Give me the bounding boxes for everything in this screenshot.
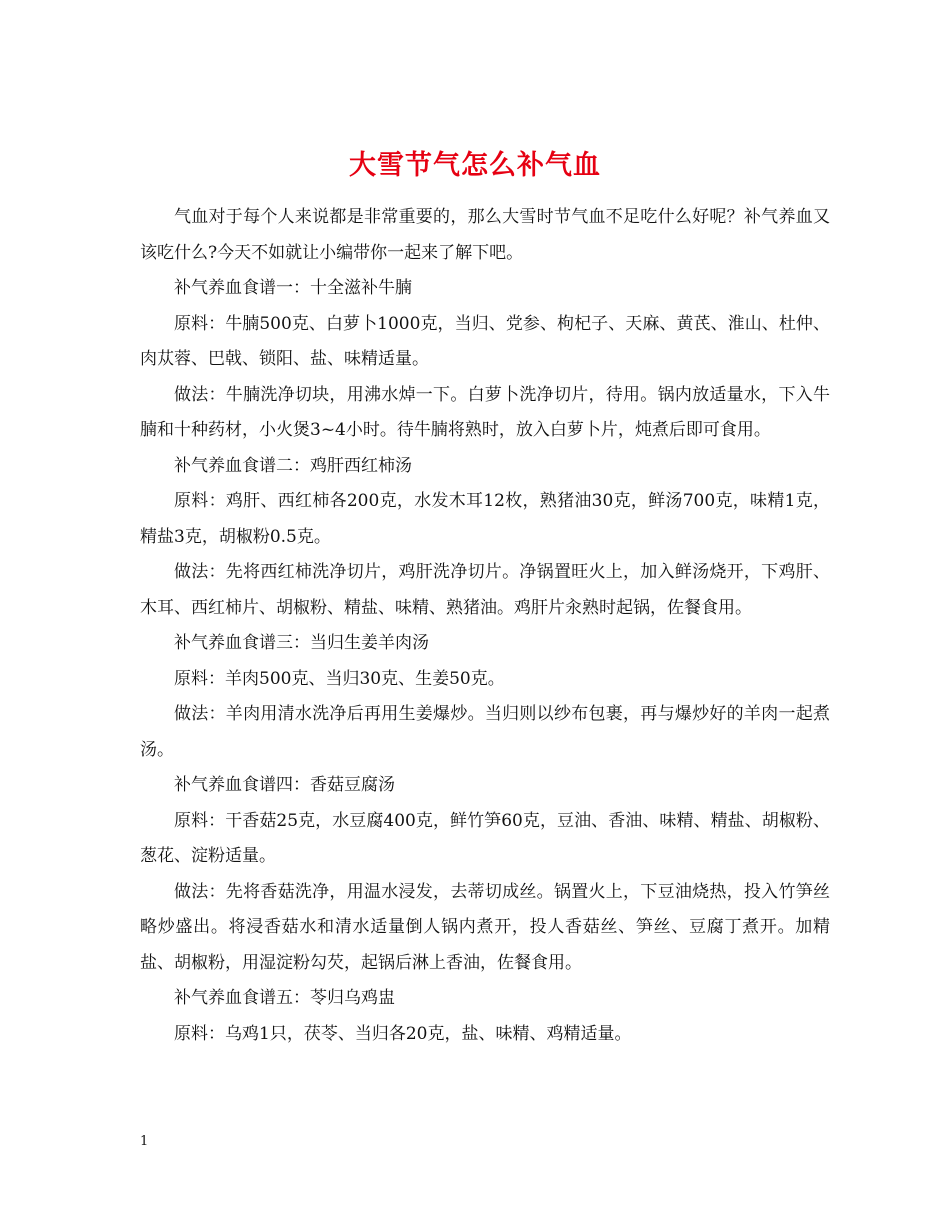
document-title: 大雪节气怎么补气血 <box>349 150 601 182</box>
recipe-ingredients-2: 原料：鸡肝、西红柿各200克，水发木耳12枚，熟猪油30克，鲜汤700克，味精1克，精盐3克，胡椒粉0.5克。 <box>140 491 830 547</box>
recipe-ingredients-5: 原料：乌鸡1只，茯苓、当归各20克，盐、味精、鸡精适量。 <box>174 1023 632 1044</box>
paragraph-intro: 气血对于每个人来说都是非常重要的，那么大雪时节气血不足吃什么好呢？补气养血又该吃什么?今天不如就让小编带你一起来了解下吧。 <box>140 207 830 263</box>
recipe-heading-5: 补气养血食谱五：苓归乌鸡盅 <box>174 988 395 1008</box>
page-number: 1 <box>140 1134 149 1149</box>
recipe-heading-1: 补气养血食谱一：十全滋补牛腩 <box>174 278 412 298</box>
recipe-method-2: 做法：先将西红柿洗净切片，鸡肝洗净切片。净锅置旺火上，加入鲜汤烧开，下鸡肝、木耳、西红柿片、胡椒粉、精盐、味精、熟猪油。鸡肝片汆熟时起锅，佐餐食用。 <box>140 562 830 618</box>
recipe-ingredients-4: 原料：干香菇25克，水豆腐400克，鲜竹笋60克，豆油、香油、味精、精盐、胡椒粉、葱花、淀粉适量。 <box>140 810 830 866</box>
document-body <box>140 200 830 1052</box>
recipe-heading-4: 补气养血食谱四：香菇豆腐汤 <box>174 775 395 795</box>
recipe-method-3: 做法：羊肉用清水洗净后再用生姜爆炒。当归则以纱布包裹，再与爆炒好的羊肉一起煮汤。 <box>140 704 830 760</box>
recipe-heading-3: 补气养血食谱三：当归生姜羊肉汤 <box>174 633 429 653</box>
recipe-ingredients-1: 原料：牛腩500克、白萝卜1000克，当归、党参、枸杞子、天麻、黄芪、淮山、杜仲、肉苁蓉、巴戟、锁阳、盐、味精适量。 <box>140 313 830 369</box>
recipe-heading-2: 补气养血食谱二：鸡肝西红柿汤 <box>174 455 412 476</box>
recipe-ingredients-3: 原料：羊肉500克、当归30克、生姜50克。 <box>174 668 505 689</box>
recipe-method-1: 做法：牛腩洗净切块，用沸水焯一下。白萝卜洗净切片，待用。锅内放适量水，下入牛腩和十种药材，小火煲3~4小时。待牛腩将熟时，放入白萝卜片，炖煮后即可食用。 <box>140 384 830 440</box>
recipe-method-4: 做法：先将香菇洗净，用温水浸发，去蒂切成丝。锅置火上，下豆油烧热，投入竹笋丝略炒盛出。将浸香菇水和清水适量倒人锅内煮开，投人香菇丝、笋丝、豆腐丁煮开。加精盐、胡椒粉，用湿淀粉勾芡，起锅后淋上香油，佐餐食用。 <box>140 881 830 973</box>
